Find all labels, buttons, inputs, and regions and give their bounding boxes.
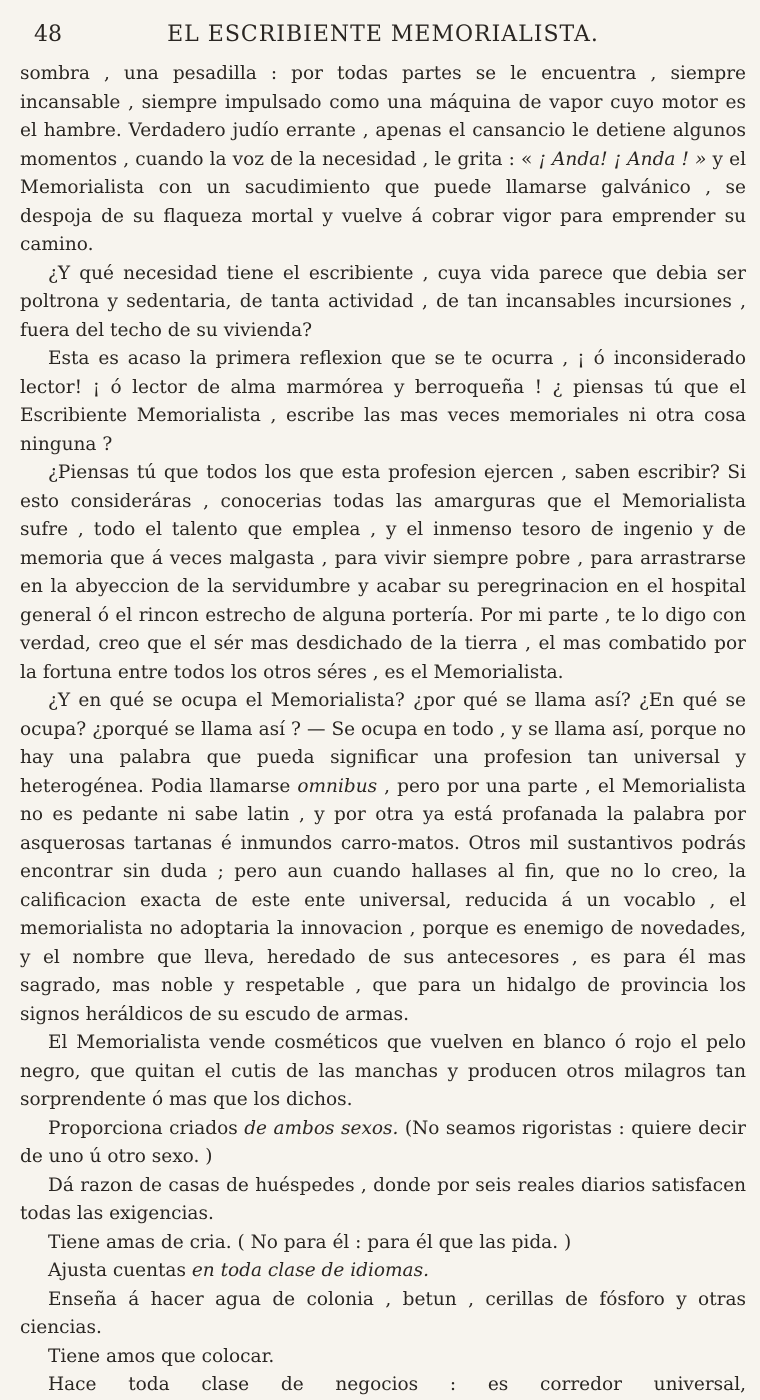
italic-text: de ambos sexos.: [244, 1117, 399, 1139]
text-run: Proporciona criados: [48, 1117, 245, 1139]
text-run: Dá razon de casas de huéspedes , donde por seis reales diarios satisfacen todas las exigencias.: [20, 1174, 746, 1224]
paragraph: [20, 1371, 746, 1400]
paragraph: [20, 1286, 746, 1343]
italic-text: omnibus: [297, 775, 378, 797]
text-run: Esta es acaso la primera reflexion que se te ocurra , ¡ ó inconsiderado lector! ¡ ó lector de alma marmórea y berroqueña ! ¿ piensas tú que el Escribiente Memorialista , escribe las mas veces memoriales ni otra cosa ninguna ?: [20, 348, 746, 455]
body-text: [20, 60, 746, 1400]
text-run: , pero por una parte , el Memorialista no es pedante ni sabe latin , y por otra ya está profanada la palabra por asquerosas tartanas é inmundos carro-matos. Otros mil sustantivos podrás encontrar sin duda ; pero aun cuando hallases al fin, que no lo creo, la calificacion exacta de este ente universal, reducida á un vocablo , el memorialista no adoptaria la innovacion , porque es enemigo de novedades, y el nombre que lleva, heredado de sus antecesores , es para él mas sagrado, mas noble y respetable , que para un hidalgo de provincia los signos heráldicos de su escudo de armas.: [20, 775, 746, 1025]
paragraph: [20, 60, 746, 260]
text-run: ¿Piensas tú que todos los que esta profesion ejercen , saben escribir? Si esto consideráras , conocerias todas las amarguras que el Memorialista sufre , todo el talento que emplea , y el inmenso tesoro de ingenio y de memoria que á veces malgasta , para vivir siempre pobre , para arrastrarse en la abyeccion de la servidumbre y acabar su peregrinacion en el hospital general ó el rincon estrecho de alguna portería. Por mi parte , te lo digo con verdad, creo que el sér mas desdichado de la tierra , el mas combatido por la fortuna entre todos los otros séres , es el Memorialista.: [20, 462, 746, 683]
text-run: y el Memorialista con un sacudimiento que puede llamarse galvánico , se despoja de su flaqueza mortal y vuelve á cobrar vigor para emprender su camino.: [20, 148, 746, 255]
paragraph: [20, 260, 746, 346]
text-run: (No seamos rigoristas : quiere decir de uno ú otro sexo. ): [20, 1117, 746, 1167]
paragraph: [20, 1029, 746, 1115]
running-title: EL ESCRIBIENTE MEMORIALISTA.: [167, 22, 599, 47]
italic-text: en toda clase de idiomas.: [191, 1260, 429, 1281]
paragraph: [20, 687, 746, 1029]
paragraph: [20, 1257, 746, 1286]
paragraph: [20, 1115, 746, 1172]
italic-text: ¡ Anda! ¡ Anda ! »: [538, 148, 707, 170]
page-number: 48: [34, 22, 62, 47]
paragraph: [20, 345, 746, 459]
text-run: ¿Y qué necesidad tiene el escribiente , cuya vida parece que debia ser poltrona y sedentaria, de tanta actividad , de tan incansables incursiones , fuera del techo de su vivienda?: [20, 262, 746, 341]
text-run: El Memorialista vende cosméticos que vuelven en blanco ó rojo el pelo negro, que quitan el cutis de las manchas y producen otros milagros tan sorprendente ó mas que los dichos.: [20, 1032, 746, 1110]
text-run: Tiene amas de cria. ( No para él : para él que las pida. ): [48, 1231, 572, 1253]
text-run: Enseña á hacer agua de colonia , betun , cerillas de fósforo y otras ciencias.: [20, 1288, 746, 1338]
text-run: Ajusta cuentas: [48, 1260, 192, 1281]
paragraph: [20, 1172, 746, 1229]
text-run: Tiene amos que colocar.: [48, 1345, 275, 1367]
text-run: Hace toda clase de negocios : es corredor universal,: [48, 1374, 746, 1395]
paragraph: [20, 459, 746, 687]
page-header: [20, 22, 746, 60]
paragraph: [20, 1229, 746, 1258]
paragraph: [20, 1343, 746, 1372]
text-run: sombra , una pesadilla : por todas partes se le encuentra , siempre incansable , siempre impulsado como una máquina de vapor cuyo motor es el hambre. Verdadero judío errante , apenas el cansancio le detiene algunos momentos , cuando la voz de la necesidad , le grita : «: [20, 63, 746, 170]
text-run: ¿Y en qué se ocupa el Memorialista? ¿por qué se llama así? ¿En qué se ocupa? ¿porqué se llama así ? — Se ocupa en todo , y se llama así, porque no hay una palabra que pueda significar una profesion tan universal y heterogénea. Podia llamarse: [20, 690, 746, 797]
